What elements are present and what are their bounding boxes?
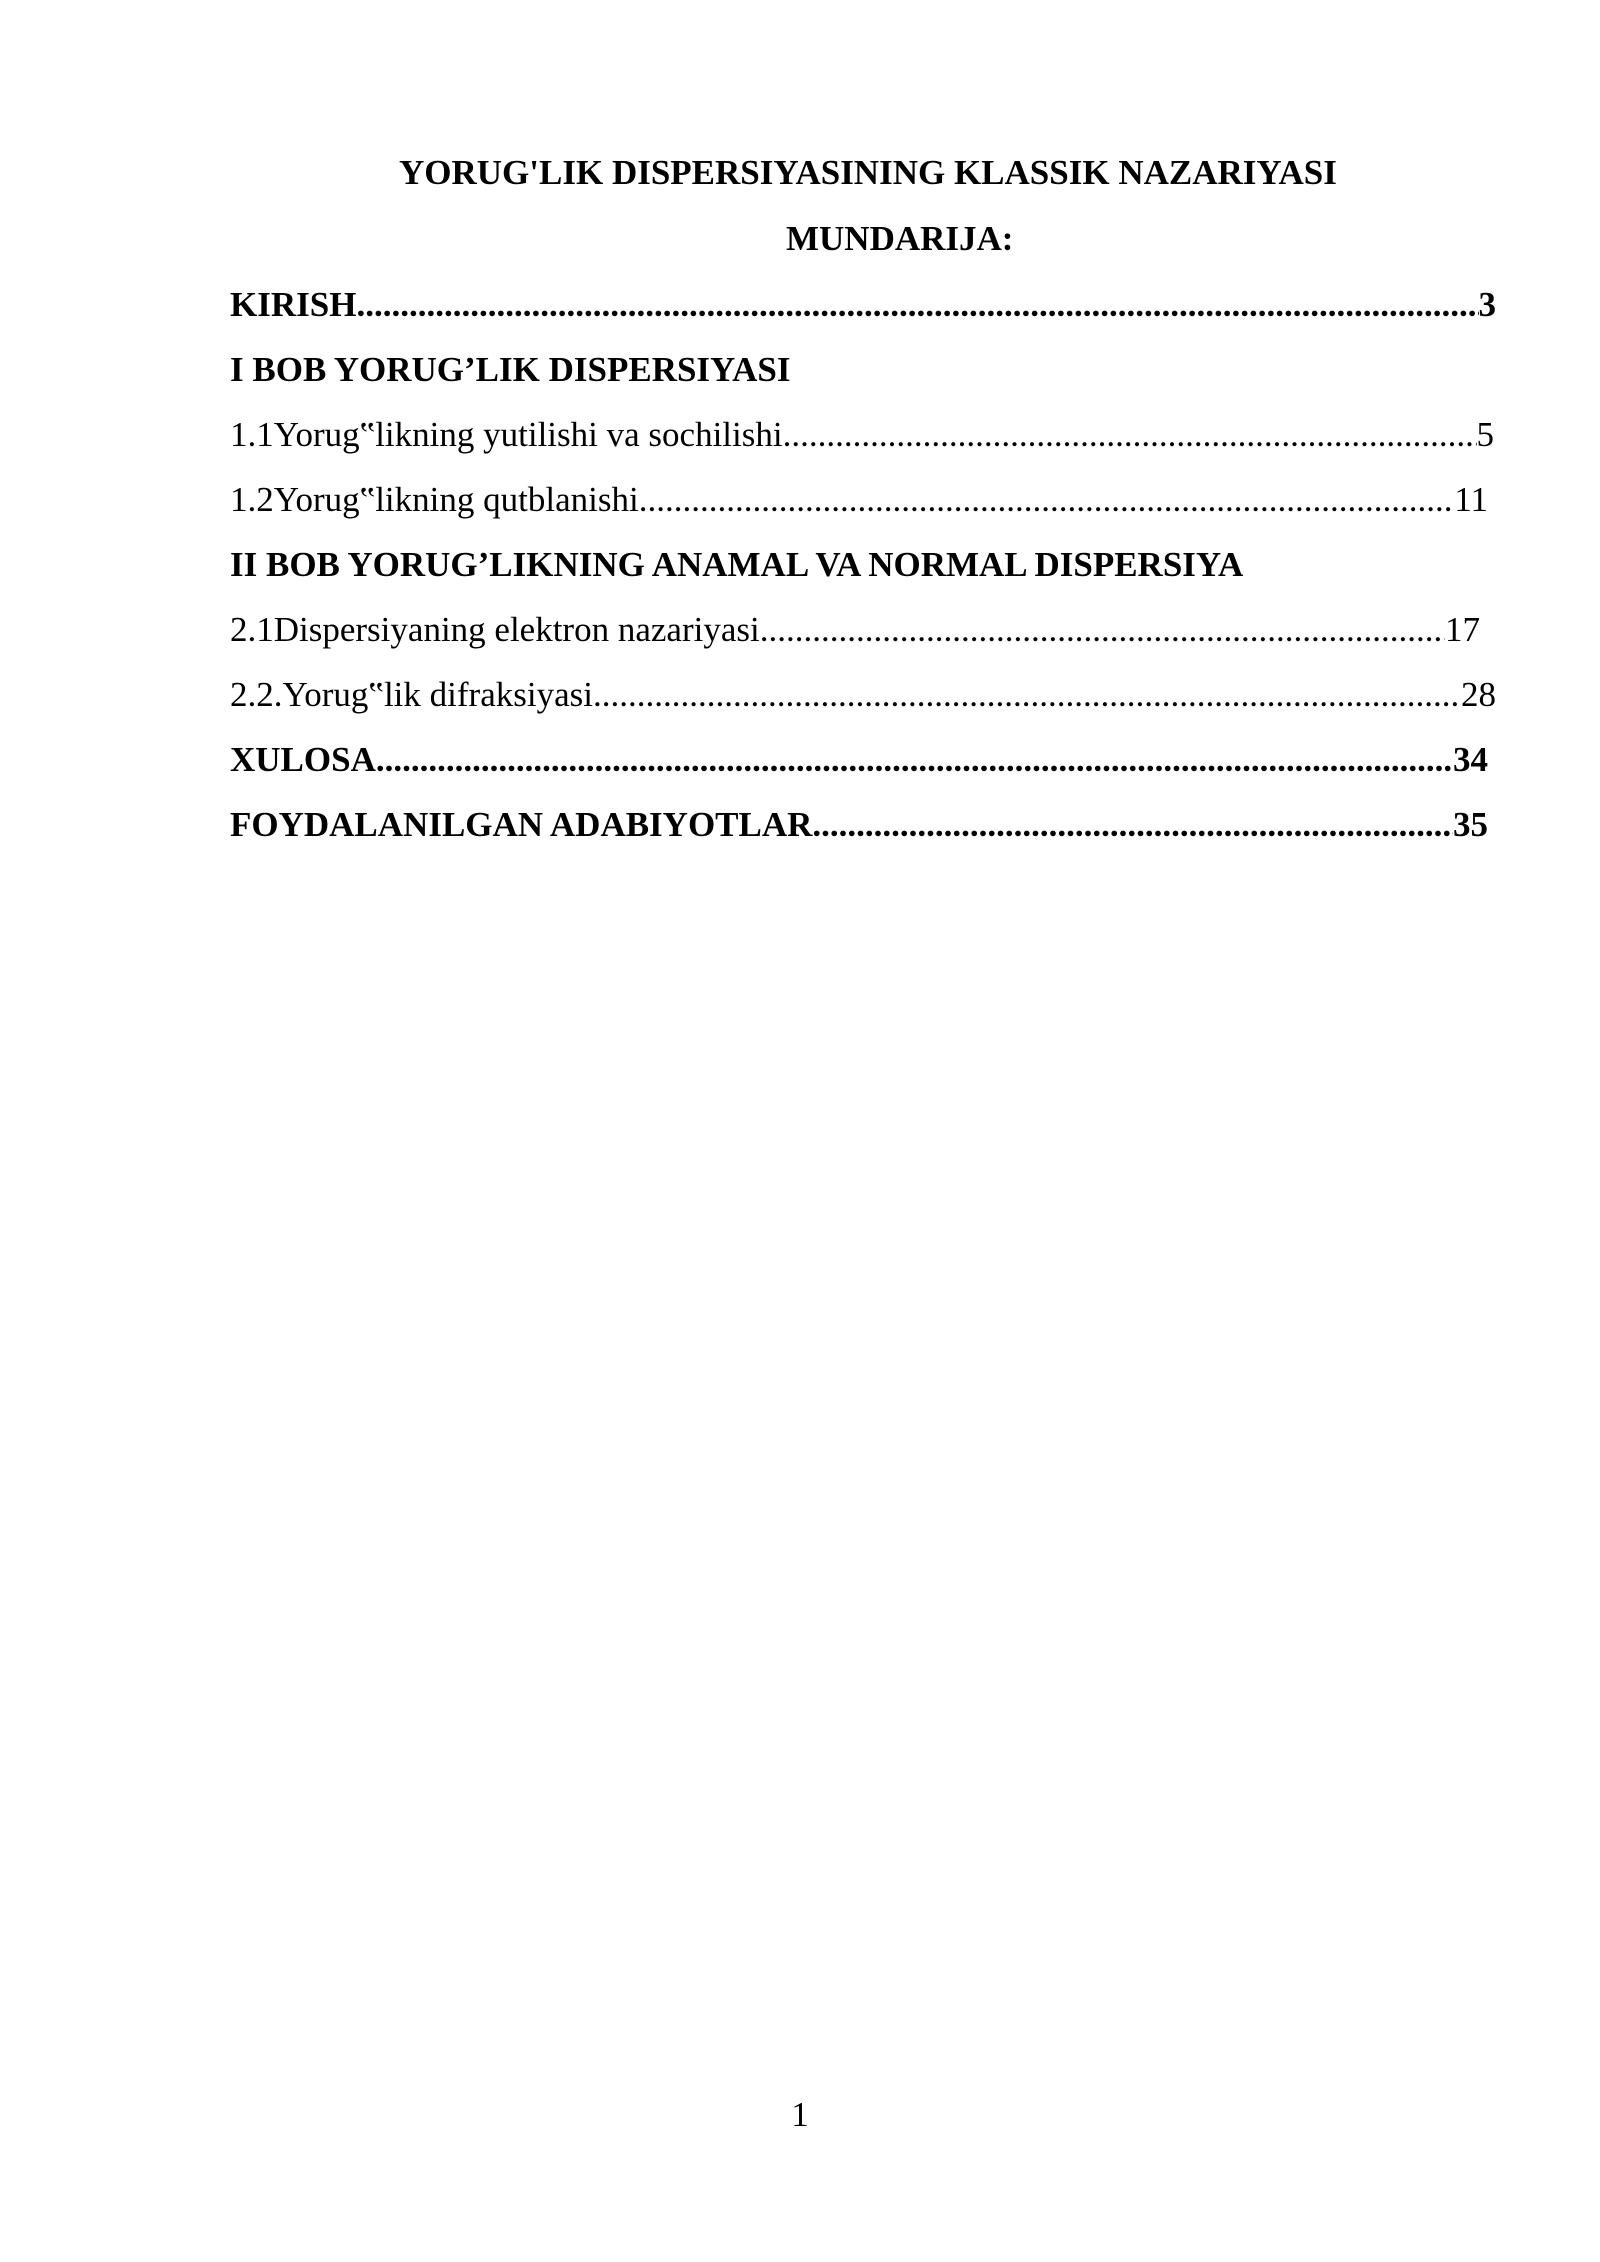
toc-leader-dots [783,410,1477,460]
toc-entry-2-2 [230,670,1496,720]
toc-entry-label: Yorug‟likning yutilishi va sochilishi [273,415,783,454]
toc-entry-page: 17 [1445,610,1480,649]
toc-entry-2-1 [230,605,1480,655]
toc-entry-label: II BOB YORUG’LIKNING ANAMAL VA NORMAL DISPERSIYA [230,545,1244,584]
toc-entry-label: Dispersiyaning elektron nazariyasi [273,610,760,649]
toc-entry-page: 35 [1453,805,1488,844]
toc-leader-dots [356,280,1478,330]
toc-entry-xulosa [230,735,1488,785]
toc-entry-kirish [230,280,1496,330]
toc-entry-page: 34 [1453,740,1488,779]
toc-entry-page: 28 [1461,675,1496,714]
toc-leader-dots [760,605,1445,655]
toc-entry-label: Yorug‟lik difraksiyasi [282,675,593,714]
toc-entry-page: 11 [1454,480,1488,519]
toc-entry-label: FOYDALANILGAN ADABIYOTLAR [230,805,813,844]
toc-chapter-1 [230,345,790,395]
toc-entry-number: 2.2. [230,675,283,714]
document-title: YORUG'LIK DISPERSIYASINING KLASSIK NAZARIYASI [399,153,1337,192]
toc-entry-page: 5 [1476,415,1494,454]
toc-entry-1-1 [230,410,1494,460]
toc-leader-dots [376,735,1453,785]
toc-entry-number: 1.1 [230,415,274,454]
page-number: 1 [791,2095,809,2134]
toc-entry-adabiyotlar [230,800,1488,850]
toc-entry-label: I BOB YORUG’LIK DISPERSIYASI [230,350,791,389]
toc-entry-number: 2.1 [230,610,274,649]
toc-leader-dots [812,800,1453,850]
toc-heading: MUNDARIJA: [786,219,1014,258]
toc-entry-label: XULOSA [230,740,376,779]
toc-chapter-2 [230,540,1243,590]
toc-entry-1-2 [230,475,1488,525]
toc-entry-page: 3 [1478,285,1496,324]
toc-entry-number: 1.2 [230,480,274,519]
toc-leader-dots [593,670,1461,720]
toc-entry-label: Yorug‟likning qutblanishi [273,480,639,519]
toc-entry-label: KIRISH [230,285,357,324]
toc-leader-dots [639,475,1455,525]
